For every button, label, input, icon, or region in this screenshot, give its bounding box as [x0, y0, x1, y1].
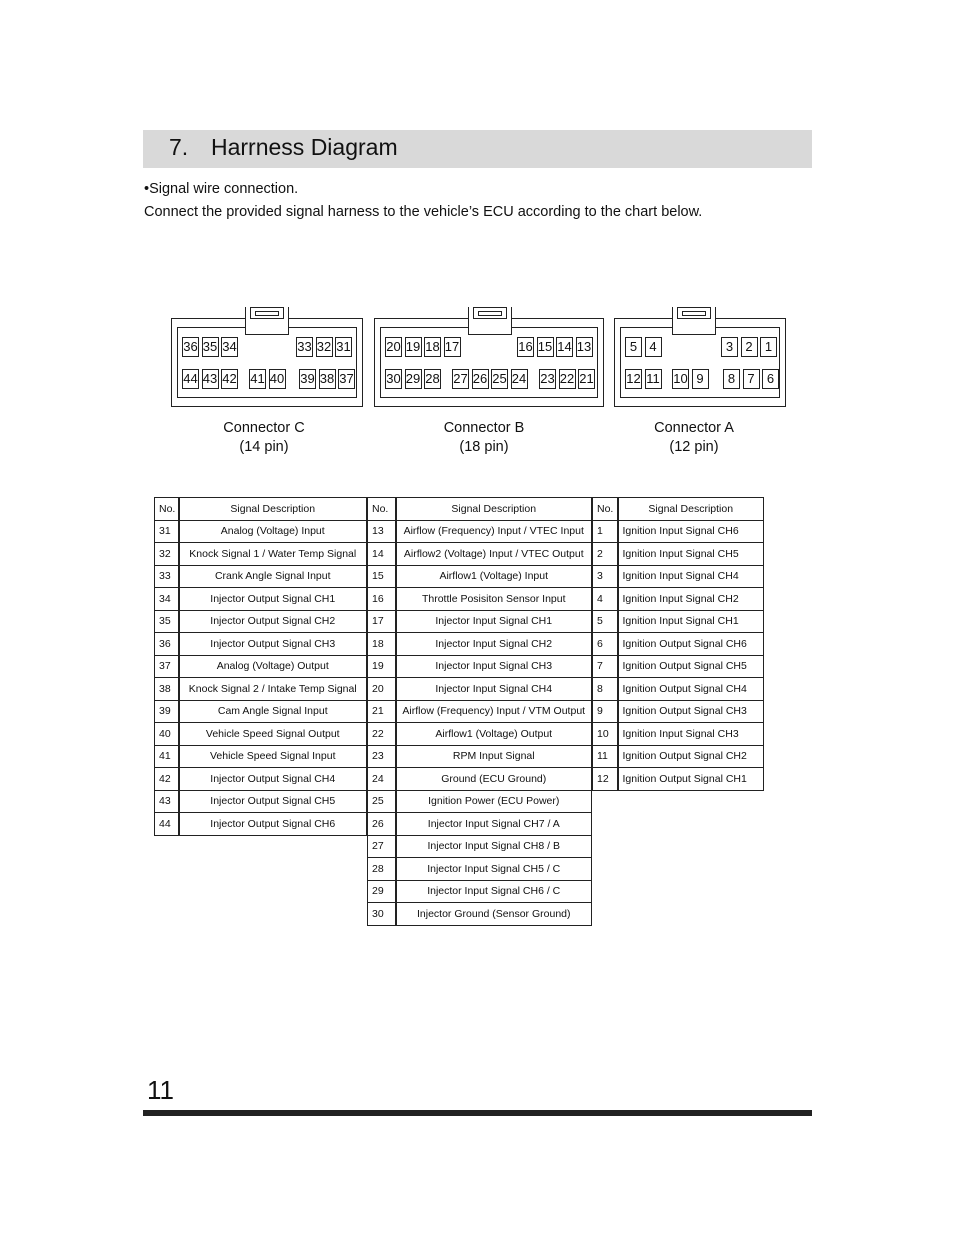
- connector-b-label: [420, 419, 548, 457]
- table-row: [368, 678, 592, 701]
- pin-cell: 41: [249, 369, 266, 389]
- pin-cell: 15: [537, 337, 554, 357]
- pin-number: 33: [155, 565, 179, 588]
- table-row: [155, 610, 367, 633]
- connector-b-pin-count: (18 pin): [459, 439, 509, 455]
- pin-cell: 37: [338, 369, 355, 389]
- connector-b-diagram: [374, 318, 604, 407]
- table-row: [368, 813, 592, 836]
- connector-b-table: [367, 497, 592, 926]
- signal-description: Airflow2 (Voltage) Input / VTEC Output: [396, 543, 592, 566]
- pin-number: 22: [368, 723, 396, 746]
- signal-description: Ignition Input Signal CH5: [618, 543, 764, 566]
- connector-a-pin-count: (12 pin): [669, 439, 719, 455]
- pin-cell: 12: [625, 369, 642, 389]
- signal-description: Ignition Input Signal CH6: [618, 520, 764, 543]
- signal-description: Ignition Output Signal CH3: [618, 700, 764, 723]
- signal-description: Analog (Voltage) Input: [179, 520, 367, 543]
- table-row: [593, 588, 764, 611]
- signal-description: Airflow1 (Voltage) Input: [396, 565, 592, 588]
- signal-description: Throttle Posisiton Sensor Input: [396, 588, 592, 611]
- pin-number: 36: [155, 633, 179, 656]
- pin-number: 27: [368, 835, 396, 858]
- pin-cell: 19: [405, 337, 422, 357]
- table-row: [593, 768, 764, 791]
- signal-description: Ignition Input Signal CH3: [618, 723, 764, 746]
- table-row: [155, 723, 367, 746]
- pin-number: 18: [368, 633, 396, 656]
- pin-cell: 6: [762, 369, 779, 389]
- pin-cell: 21: [578, 369, 595, 389]
- pin-number: 21: [368, 700, 396, 723]
- signal-description: Vehicle Speed Signal Input: [179, 745, 367, 768]
- pin-cell: 22: [559, 369, 576, 389]
- pin-number: 29: [368, 880, 396, 903]
- pin-cell: 35: [202, 337, 219, 357]
- signal-description: Injector Input Signal CH8 / B: [396, 835, 592, 858]
- signal-description: Analog (Voltage) Output: [179, 655, 367, 678]
- pin-cell: 17: [444, 337, 461, 357]
- table-row: [593, 745, 764, 768]
- pin-number: 15: [368, 565, 396, 588]
- no-header: No.: [593, 498, 618, 521]
- signal-description: Injector Output Signal CH5: [179, 790, 367, 813]
- connector-c-diagram: [171, 318, 363, 407]
- table-row: [368, 903, 592, 926]
- pin-number: 35: [155, 610, 179, 633]
- table-row: [155, 678, 367, 701]
- table-row: [155, 768, 367, 791]
- pin-cell: 16: [517, 337, 534, 357]
- pin-cell: 9: [692, 369, 709, 389]
- pin-number: 25: [368, 790, 396, 813]
- pin-number: 38: [155, 678, 179, 701]
- pin-cell: 24: [511, 369, 528, 389]
- pin-cell: 32: [316, 337, 333, 357]
- pin-number: 39: [155, 700, 179, 723]
- table-row: [593, 520, 764, 543]
- pin-cell: 26: [472, 369, 489, 389]
- signal-description: Knock Signal 1 / Water Temp Signal: [179, 543, 367, 566]
- pin-cell: 3: [721, 337, 738, 357]
- pin-cell: 10: [672, 369, 689, 389]
- table-row: [155, 790, 367, 813]
- pin-cell: 38: [319, 369, 336, 389]
- signal-description: Vehicle Speed Signal Output: [179, 723, 367, 746]
- signal-description: Injector Output Signal CH6: [179, 813, 367, 836]
- signal-description: Cam Angle Signal Input: [179, 700, 367, 723]
- signal-description: Ignition Output Signal CH4: [618, 678, 764, 701]
- connector-c-label: [200, 419, 328, 457]
- signal-description: Injector Input Signal CH6 / C: [396, 880, 592, 903]
- bullet-text: •Signal wire connection.: [144, 181, 299, 197]
- instruction-text: Connect the provided signal harness to the vehicle’s ECU according to the chart below.: [144, 204, 703, 220]
- pin-number: 42: [155, 768, 179, 791]
- signal-description: Ground (ECU Ground): [396, 768, 592, 791]
- signal-description: Ignition Output Signal CH2: [618, 745, 764, 768]
- pin-cell: 5: [625, 337, 642, 357]
- table-header-row: [368, 498, 592, 521]
- description-header: Signal Description: [179, 498, 367, 521]
- table-row: [593, 543, 764, 566]
- page-number: 11: [147, 1075, 174, 1105]
- pin-number: 17: [368, 610, 396, 633]
- footer-rule: [143, 1110, 812, 1116]
- table-row: [155, 543, 367, 566]
- signal-description: Injector Ground (Sensor Ground): [396, 903, 592, 926]
- signal-description: Crank Angle Signal Input: [179, 565, 367, 588]
- section-number: 7.: [169, 134, 189, 160]
- pin-cell: 13: [576, 337, 593, 357]
- pin-number: 24: [368, 768, 396, 791]
- pin-number: 10: [593, 723, 618, 746]
- pin-cell: 2: [741, 337, 758, 357]
- connector-a-latch-tab: [677, 307, 711, 319]
- table-row: [368, 880, 592, 903]
- pin-cell: 4: [645, 337, 662, 357]
- signal-description: Injector Input Signal CH5 / C: [396, 858, 592, 881]
- table-row: [155, 520, 367, 543]
- table-row: [155, 565, 367, 588]
- pin-cell: 1: [760, 337, 777, 357]
- pin-number: 11: [593, 745, 618, 768]
- signal-description: Injector Input Signal CH4: [396, 678, 592, 701]
- pin-number: 34: [155, 588, 179, 611]
- pin-number: 14: [368, 543, 396, 566]
- signal-description: Ignition Input Signal CH4: [618, 565, 764, 588]
- pin-cell: 40: [269, 369, 286, 389]
- table-row: [593, 565, 764, 588]
- pin-number: 37: [155, 655, 179, 678]
- table-row: [593, 610, 764, 633]
- table-header-row: [593, 498, 764, 521]
- pin-cell: 29: [405, 369, 422, 389]
- pin-cell: 20: [385, 337, 402, 357]
- pin-cell: 7: [743, 369, 760, 389]
- pin-number: 13: [368, 520, 396, 543]
- connector-c-name: Connector C: [223, 420, 305, 436]
- pin-number: 43: [155, 790, 179, 813]
- pin-cell: 23: [539, 369, 556, 389]
- pin-cell: 18: [424, 337, 441, 357]
- signal-description: RPM Input Signal: [396, 745, 592, 768]
- connector-b-latch-tab: [473, 307, 507, 319]
- signal-description: Ignition Input Signal CH1: [618, 610, 764, 633]
- table-row: [368, 790, 592, 813]
- pin-cell: 8: [723, 369, 740, 389]
- table-row: [368, 858, 592, 881]
- table-row: [593, 655, 764, 678]
- pin-number: 41: [155, 745, 179, 768]
- pin-number: 12: [593, 768, 618, 791]
- pin-number: 5: [593, 610, 618, 633]
- table-row: [368, 633, 592, 656]
- pin-cell: 28: [424, 369, 441, 389]
- signal-description: Injector Input Signal CH7 / A: [396, 813, 592, 836]
- table-row: [368, 655, 592, 678]
- signal-description: Injector Output Signal CH3: [179, 633, 367, 656]
- table-row: [368, 700, 592, 723]
- pin-number: 19: [368, 655, 396, 678]
- pin-cell: 42: [221, 369, 238, 389]
- signal-description: Airflow (Frequency) Input / VTEC Input: [396, 520, 592, 543]
- signal-description: Injector Input Signal CH1: [396, 610, 592, 633]
- pin-cell: 34: [221, 337, 238, 357]
- pin-number: 31: [155, 520, 179, 543]
- pin-number: 44: [155, 813, 179, 836]
- pin-cell: 36: [182, 337, 199, 357]
- table-row: [155, 745, 367, 768]
- pin-number: 20: [368, 678, 396, 701]
- pin-number: 32: [155, 543, 179, 566]
- table-row: [155, 700, 367, 723]
- pin-number: 30: [368, 903, 396, 926]
- pin-cell: 25: [491, 369, 508, 389]
- description-header: Signal Description: [618, 498, 764, 521]
- pin-number: 2: [593, 543, 618, 566]
- table-row: [155, 813, 367, 836]
- pin-cell: 33: [296, 337, 313, 357]
- pin-number: 3: [593, 565, 618, 588]
- pin-number: 16: [368, 588, 396, 611]
- signal-description: Injector Output Signal CH2: [179, 610, 367, 633]
- connector-a-label: [630, 419, 758, 457]
- pin-cell: 44: [182, 369, 199, 389]
- signal-description: Injector Input Signal CH3: [396, 655, 592, 678]
- signal-description: Airflow1 (Voltage) Output: [396, 723, 592, 746]
- table-header-row: [155, 498, 367, 521]
- table-row: [368, 565, 592, 588]
- table-row: [593, 723, 764, 746]
- connector-c-latch-tab: [250, 307, 284, 319]
- connector-a-diagram: [614, 318, 786, 407]
- connector-c-pin-count: (14 pin): [239, 439, 289, 455]
- pin-number: 4: [593, 588, 618, 611]
- signal-description: Injector Output Signal CH4: [179, 768, 367, 791]
- signal-description: Knock Signal 2 / Intake Temp Signal: [179, 678, 367, 701]
- table-row: [368, 543, 592, 566]
- connector-c-table: [154, 497, 367, 836]
- no-header: No.: [368, 498, 396, 521]
- pin-number: 8: [593, 678, 618, 701]
- signal-description: Ignition Power (ECU Power): [396, 790, 592, 813]
- section-title: Harrness Diagram: [211, 134, 398, 160]
- pin-number: 23: [368, 745, 396, 768]
- table-row: [368, 520, 592, 543]
- pin-number: 1: [593, 520, 618, 543]
- pin-cell: 39: [299, 369, 316, 389]
- pin-number: 9: [593, 700, 618, 723]
- pin-cell: 30: [385, 369, 402, 389]
- table-row: [368, 588, 592, 611]
- signal-description: Ignition Output Signal CH5: [618, 655, 764, 678]
- pin-number: 6: [593, 633, 618, 656]
- pin-cell: 11: [645, 369, 662, 389]
- table-row: [155, 588, 367, 611]
- pin-cell: 14: [556, 337, 573, 357]
- table-row: [155, 655, 367, 678]
- pin-number: 28: [368, 858, 396, 881]
- connector-b-name: Connector B: [443, 420, 525, 436]
- table-row: [368, 768, 592, 791]
- pin-number: 26: [368, 813, 396, 836]
- signal-description: Ignition Output Signal CH6: [618, 633, 764, 656]
- pin-number: 40: [155, 723, 179, 746]
- table-row: [368, 745, 592, 768]
- table-row: [593, 678, 764, 701]
- table-row: [593, 633, 764, 656]
- signal-description: Ignition Input Signal CH2: [618, 588, 764, 611]
- pin-cell: 43: [202, 369, 219, 389]
- table-row: [155, 633, 367, 656]
- connector-a-table: [592, 497, 764, 791]
- signal-description: Injector Output Signal CH1: [179, 588, 367, 611]
- pin-cell: 31: [335, 337, 352, 357]
- signal-description: Ignition Output Signal CH1: [618, 768, 764, 791]
- signal-description: Injector Input Signal CH2: [396, 633, 592, 656]
- table-row: [368, 723, 592, 746]
- pin-cell: 27: [452, 369, 469, 389]
- table-row: [368, 835, 592, 858]
- pin-number: 7: [593, 655, 618, 678]
- signal-description: Airflow (Frequency) Input / VTM Output: [396, 700, 592, 723]
- table-row: [593, 700, 764, 723]
- table-row: [368, 610, 592, 633]
- description-header: Signal Description: [396, 498, 592, 521]
- no-header: No.: [155, 498, 179, 521]
- section-header: [143, 130, 812, 168]
- connector-a-name: Connector A: [654, 420, 734, 436]
